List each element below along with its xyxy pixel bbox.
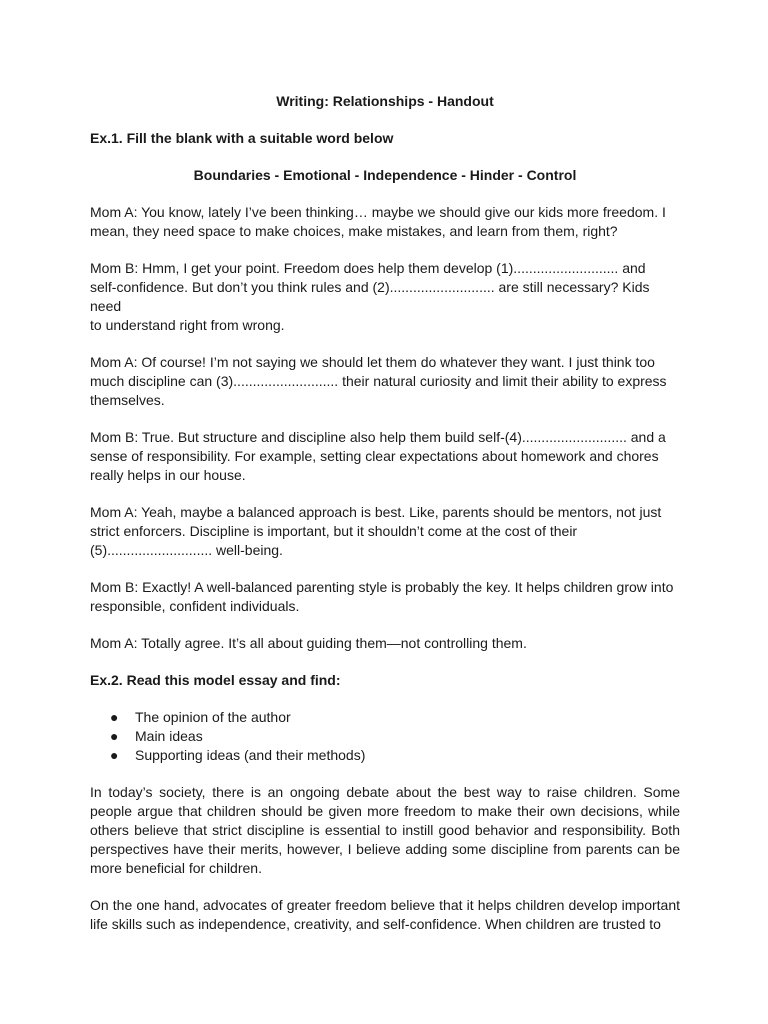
bullet-icon: ● xyxy=(110,747,119,763)
dialogue-line: Mom B: True. But structure and discipline also help them build self-(4)........................... and a sense of responsibility. For example, setting clear expectations about homework and chores really helps in our house. xyxy=(90,429,666,483)
dialogue-line: Mom A: You know, lately I’ve been thinking… maybe we should give our kids more freedom. I mean, they need space to make choices, make mistakes, and learn from them, right? xyxy=(90,204,666,239)
handout-content xyxy=(90,92,680,952)
bullet-icon: ● xyxy=(110,709,119,725)
bullet-icon: ● xyxy=(110,728,119,744)
list-item-text: The opinion of the author xyxy=(135,709,291,725)
essay-paragraph: On the one hand, advocates of greater freedom believe that it helps children develop important life skills such as independence, creativity, and self-confidence. When children are trusted to xyxy=(90,897,680,932)
handout-title: Writing: Relationships - Handout xyxy=(276,93,494,109)
exercise-2-task-list xyxy=(90,708,680,765)
list-item xyxy=(110,708,680,727)
essay-paragraph: In today’s society, there is an ongoing debate about the best way to raise children. Some people argue that children should be given more freedom to make their own decisions, while others believe that strict discipline is essential to instill good behavior and responsibility. Both perspectives have their merits, however, I believe adding some discipline from parents can be more beneficial for children. xyxy=(90,784,680,876)
list-item-text: Supporting ideas (and their methods) xyxy=(135,747,366,763)
list-item xyxy=(110,727,680,746)
list-item xyxy=(110,746,680,765)
exercise-2-heading: Ex.2. Read this model essay and find: xyxy=(90,672,341,688)
dialogue-line: Mom A: Of course! I’m not saying we should let them do whatever they want. I just think too much discipline can (3)........................... their natural curiosity and limit their ability to express themselves. xyxy=(90,354,667,408)
dialogue-line: Mom A: Totally agree. It’s all about guiding them—not controlling them. xyxy=(90,635,527,651)
dialogue-line: Mom A: Yeah, maybe a balanced approach is best. Like, parents should be mentors, not just strict enforcers. Discipline is important, but it shouldn’t come at the cost of their (5)........................... well-being. xyxy=(90,504,662,558)
list-item-text: Main ideas xyxy=(135,728,203,744)
word-bank: Boundaries - Emotional - Independence - Hinder - Control xyxy=(193,167,577,183)
dialogue-line: Mom B: Exactly! A well-balanced parenting style is probably the key. It helps children grow into responsible, confident individuals. xyxy=(90,579,674,614)
exercise-1-heading: Ex.1. Fill the blank with a suitable word below xyxy=(90,130,394,146)
dialogue-line: Mom B: Hmm, I get your point. Freedom does help them develop (1)........................... and self-confidence. But don’t you think rules and (2)........................... are still necessary? Kids need to understand right from wrong. xyxy=(90,260,650,333)
